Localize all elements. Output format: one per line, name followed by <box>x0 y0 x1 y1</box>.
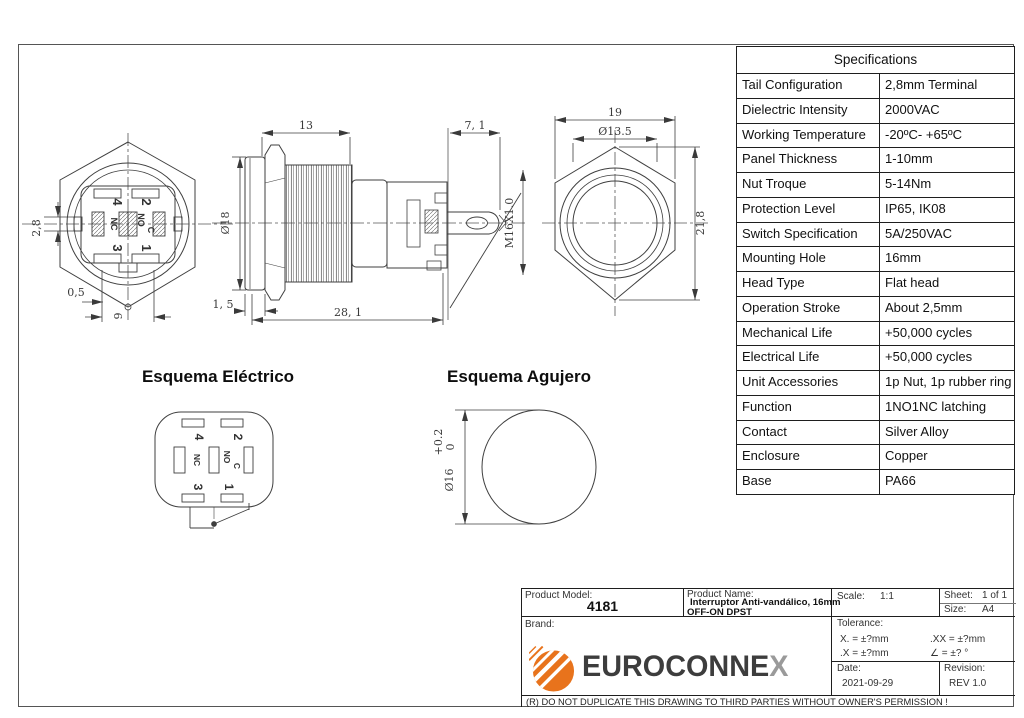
dim-dia16-tol-upper: +0.2 <box>432 428 445 456</box>
revision-cell <box>939 662 1015 695</box>
table-row <box>737 370 1014 395</box>
schema-nc-label: NC <box>192 453 202 467</box>
terminal-c-label: C <box>146 226 156 234</box>
spec-key: Head Type <box>742 275 805 290</box>
schema-3-label: 3 <box>191 483 205 491</box>
spec-key: Protection Level <box>742 200 836 216</box>
spec-key: Unit Accessories <box>742 374 839 389</box>
spec-key: Working Temperature <box>742 126 866 142</box>
side-head-disc <box>245 157 265 290</box>
spec-key: Nut Troque <box>742 176 807 191</box>
product-name-line1: Interruptor Anti-vandálico, 16mm <box>690 597 841 608</box>
spec-key: Mechanical Life <box>742 324 833 340</box>
hole-circle <box>482 410 596 524</box>
size-value: A4 <box>982 604 995 615</box>
spec-key: Dielectric Intensity <box>742 101 848 117</box>
table-row <box>737 147 1014 172</box>
electrico-title: Esquema Eléctrico <box>141 367 295 386</box>
spec-table-title: Specifications <box>833 52 918 67</box>
table-row <box>737 321 1014 346</box>
product-model-value: 4181 <box>586 598 619 614</box>
dim-2-8: 2,8 <box>30 219 43 237</box>
schema-c-label: C <box>232 462 242 470</box>
sheet-value: 1 of 1 <box>982 590 1008 601</box>
spec-value: 5A/250VAC <box>879 223 1014 247</box>
rear-dimensions <box>44 202 171 322</box>
date-value: 2021-09-29 <box>842 678 894 689</box>
table-row <box>737 420 1014 445</box>
table-row <box>737 123 1014 148</box>
table-row <box>737 271 1014 296</box>
product-name-label: Product Name: <box>687 589 754 600</box>
terminal-2-label: 2 <box>139 198 154 206</box>
table-row <box>737 469 1014 494</box>
electrico-diagram <box>140 395 300 545</box>
spec-value: IP65, IK08 <box>879 198 1014 222</box>
dim-dia18: Ø18 <box>219 211 232 235</box>
spec-value: 2000VAC <box>879 99 1014 123</box>
spec-value: 16mm <box>879 247 1014 271</box>
dim-dia16: Ø16 <box>443 468 456 492</box>
spec-key: Tail Configuration <box>742 77 843 92</box>
agujero-title: Esquema Agujero <box>447 367 591 386</box>
spec-value: Flat head <box>879 272 1014 296</box>
date-cell <box>831 662 939 695</box>
size-label: Size: <box>944 604 967 615</box>
schema-2-label: 2 <box>231 433 245 441</box>
tolerance-xx: .XX = ±?mm <box>930 634 986 645</box>
product-name-line2: OFF-ON DPST <box>687 606 753 618</box>
dim-0-5: 0,5 <box>67 286 85 299</box>
scale-cell <box>831 589 939 617</box>
rear-dim-texts <box>30 219 125 319</box>
spec-key: Base <box>742 473 772 488</box>
schema-labels <box>191 434 245 491</box>
spec-value: +50,000 cycles <box>879 346 1014 370</box>
spec-value: Silver Alloy <box>879 421 1014 445</box>
dim-9: 9 <box>112 312 125 320</box>
spec-key: Enclosure <box>742 448 800 464</box>
tolerance-x: X. = ±?mm <box>840 634 889 645</box>
spec-value: -20ºC- +65ºC <box>879 124 1014 148</box>
front-view-drawing <box>540 100 730 335</box>
side-view-drawing <box>210 98 532 336</box>
sheet-size-cell <box>939 589 1015 617</box>
spec-value: 1p Nut, 1p rubber ring <box>879 371 1014 395</box>
table-row <box>737 197 1014 222</box>
side-hex-bezel <box>265 145 285 300</box>
spec-value: 1-10mm <box>879 148 1014 172</box>
sheet-label: Sheet: <box>944 590 973 601</box>
side-thread-section <box>285 165 352 282</box>
spec-key: Contact <box>742 423 787 439</box>
product-name-cell <box>683 589 841 618</box>
table-row <box>737 296 1014 321</box>
side-dim-texts <box>213 119 517 319</box>
dim-21-8: 21,8 <box>694 210 707 236</box>
dim-1-5: 1, 5 <box>212 298 234 311</box>
terminal-4-label: 4 <box>110 198 125 206</box>
scale-value: 1:1 <box>880 591 894 602</box>
terminal-nc-label: NC <box>109 217 119 231</box>
dim-13: 13 <box>299 119 313 132</box>
logo-text-x: X <box>769 650 789 683</box>
dim-thread-m16: M16X1.0 <box>503 197 516 249</box>
rear-view-drawing <box>18 130 240 335</box>
dim-28-1: 28, 1 <box>334 306 362 319</box>
table-row <box>737 98 1014 123</box>
table-row <box>737 222 1014 247</box>
agujero-diagram <box>425 395 605 545</box>
product-model-label: Product Model: <box>525 590 593 601</box>
brand-label: Brand: <box>525 619 555 630</box>
spec-key: Operation Stroke <box>742 299 841 315</box>
front-dimensions <box>555 116 700 300</box>
spec-value: 5-14Nm <box>879 173 1014 197</box>
revision-label: Revision: <box>944 663 986 674</box>
dim-dia13-5: Ø13.5 <box>598 125 632 138</box>
spec-value: 2,8mm Terminal <box>879 74 1014 98</box>
tolerance-x2: .X = ±?mm <box>840 648 889 659</box>
table-row <box>737 395 1014 420</box>
date-label: Date: <box>837 663 861 674</box>
spec-value: +50,000 cycles <box>879 322 1014 346</box>
euroconnex-logo-icon <box>529 646 576 694</box>
table-row <box>737 246 1014 271</box>
terminal-3-label: 3 <box>110 244 125 252</box>
tolerance-label: Tolerance: <box>837 618 884 629</box>
dim-7-1: 7, 1 <box>464 119 486 132</box>
side-body-step <box>352 180 387 267</box>
spec-value: About 2,5mm <box>879 297 1014 321</box>
tolerance-cell <box>831 617 1015 662</box>
front-dim-texts <box>598 106 707 235</box>
brand-cell <box>522 617 831 695</box>
copyright-notice: (R) DO NOT DUPLICATE THIS DRAWING TO THIRD PARTIES WITHOUT OWNER'S PERMISSION ! <box>522 695 1015 708</box>
terminal-no-label: NO <box>136 213 146 227</box>
table-row <box>737 345 1014 370</box>
schema-terminals <box>174 419 253 502</box>
specifications-table <box>736 46 1015 495</box>
dim-19: 19 <box>608 106 622 119</box>
spec-key: Mounting Hole <box>742 250 826 266</box>
spec-value: Copper <box>879 445 1014 469</box>
spec-value: 1NO1NC latching <box>879 396 1014 420</box>
scale-label: Scale: <box>837 591 865 602</box>
side-housing-details <box>407 193 447 270</box>
spec-value: PA66 <box>879 470 1014 494</box>
table-row <box>737 73 1014 98</box>
spec-key: Function <box>742 398 792 414</box>
spec-key: Electrical Life <box>742 349 820 365</box>
hole-dimensions <box>455 410 539 524</box>
logo-text-main: EUROCONNE <box>582 650 770 683</box>
schema-no-label: NO <box>222 450 232 464</box>
spec-key: Panel Thickness <box>742 151 838 167</box>
table-row <box>737 444 1014 469</box>
schema-4-label: 4 <box>192 433 206 441</box>
tolerance-angle: ∠ = ±? ° <box>930 648 969 659</box>
euroconnex-logo-text <box>582 650 788 684</box>
product-model-cell <box>522 589 683 617</box>
table-row <box>737 172 1014 197</box>
dim-dia16-tol-lower: 0 <box>444 443 457 451</box>
title-block <box>521 588 1014 707</box>
spec-key: Switch Specification <box>742 225 858 241</box>
schema-1-label: 1 <box>222 483 236 491</box>
terminal-1-label: 1 <box>139 244 154 252</box>
hole-dim-texts <box>432 429 457 492</box>
revision-value: REV 1.0 <box>949 678 987 689</box>
schema-outline <box>155 412 273 507</box>
